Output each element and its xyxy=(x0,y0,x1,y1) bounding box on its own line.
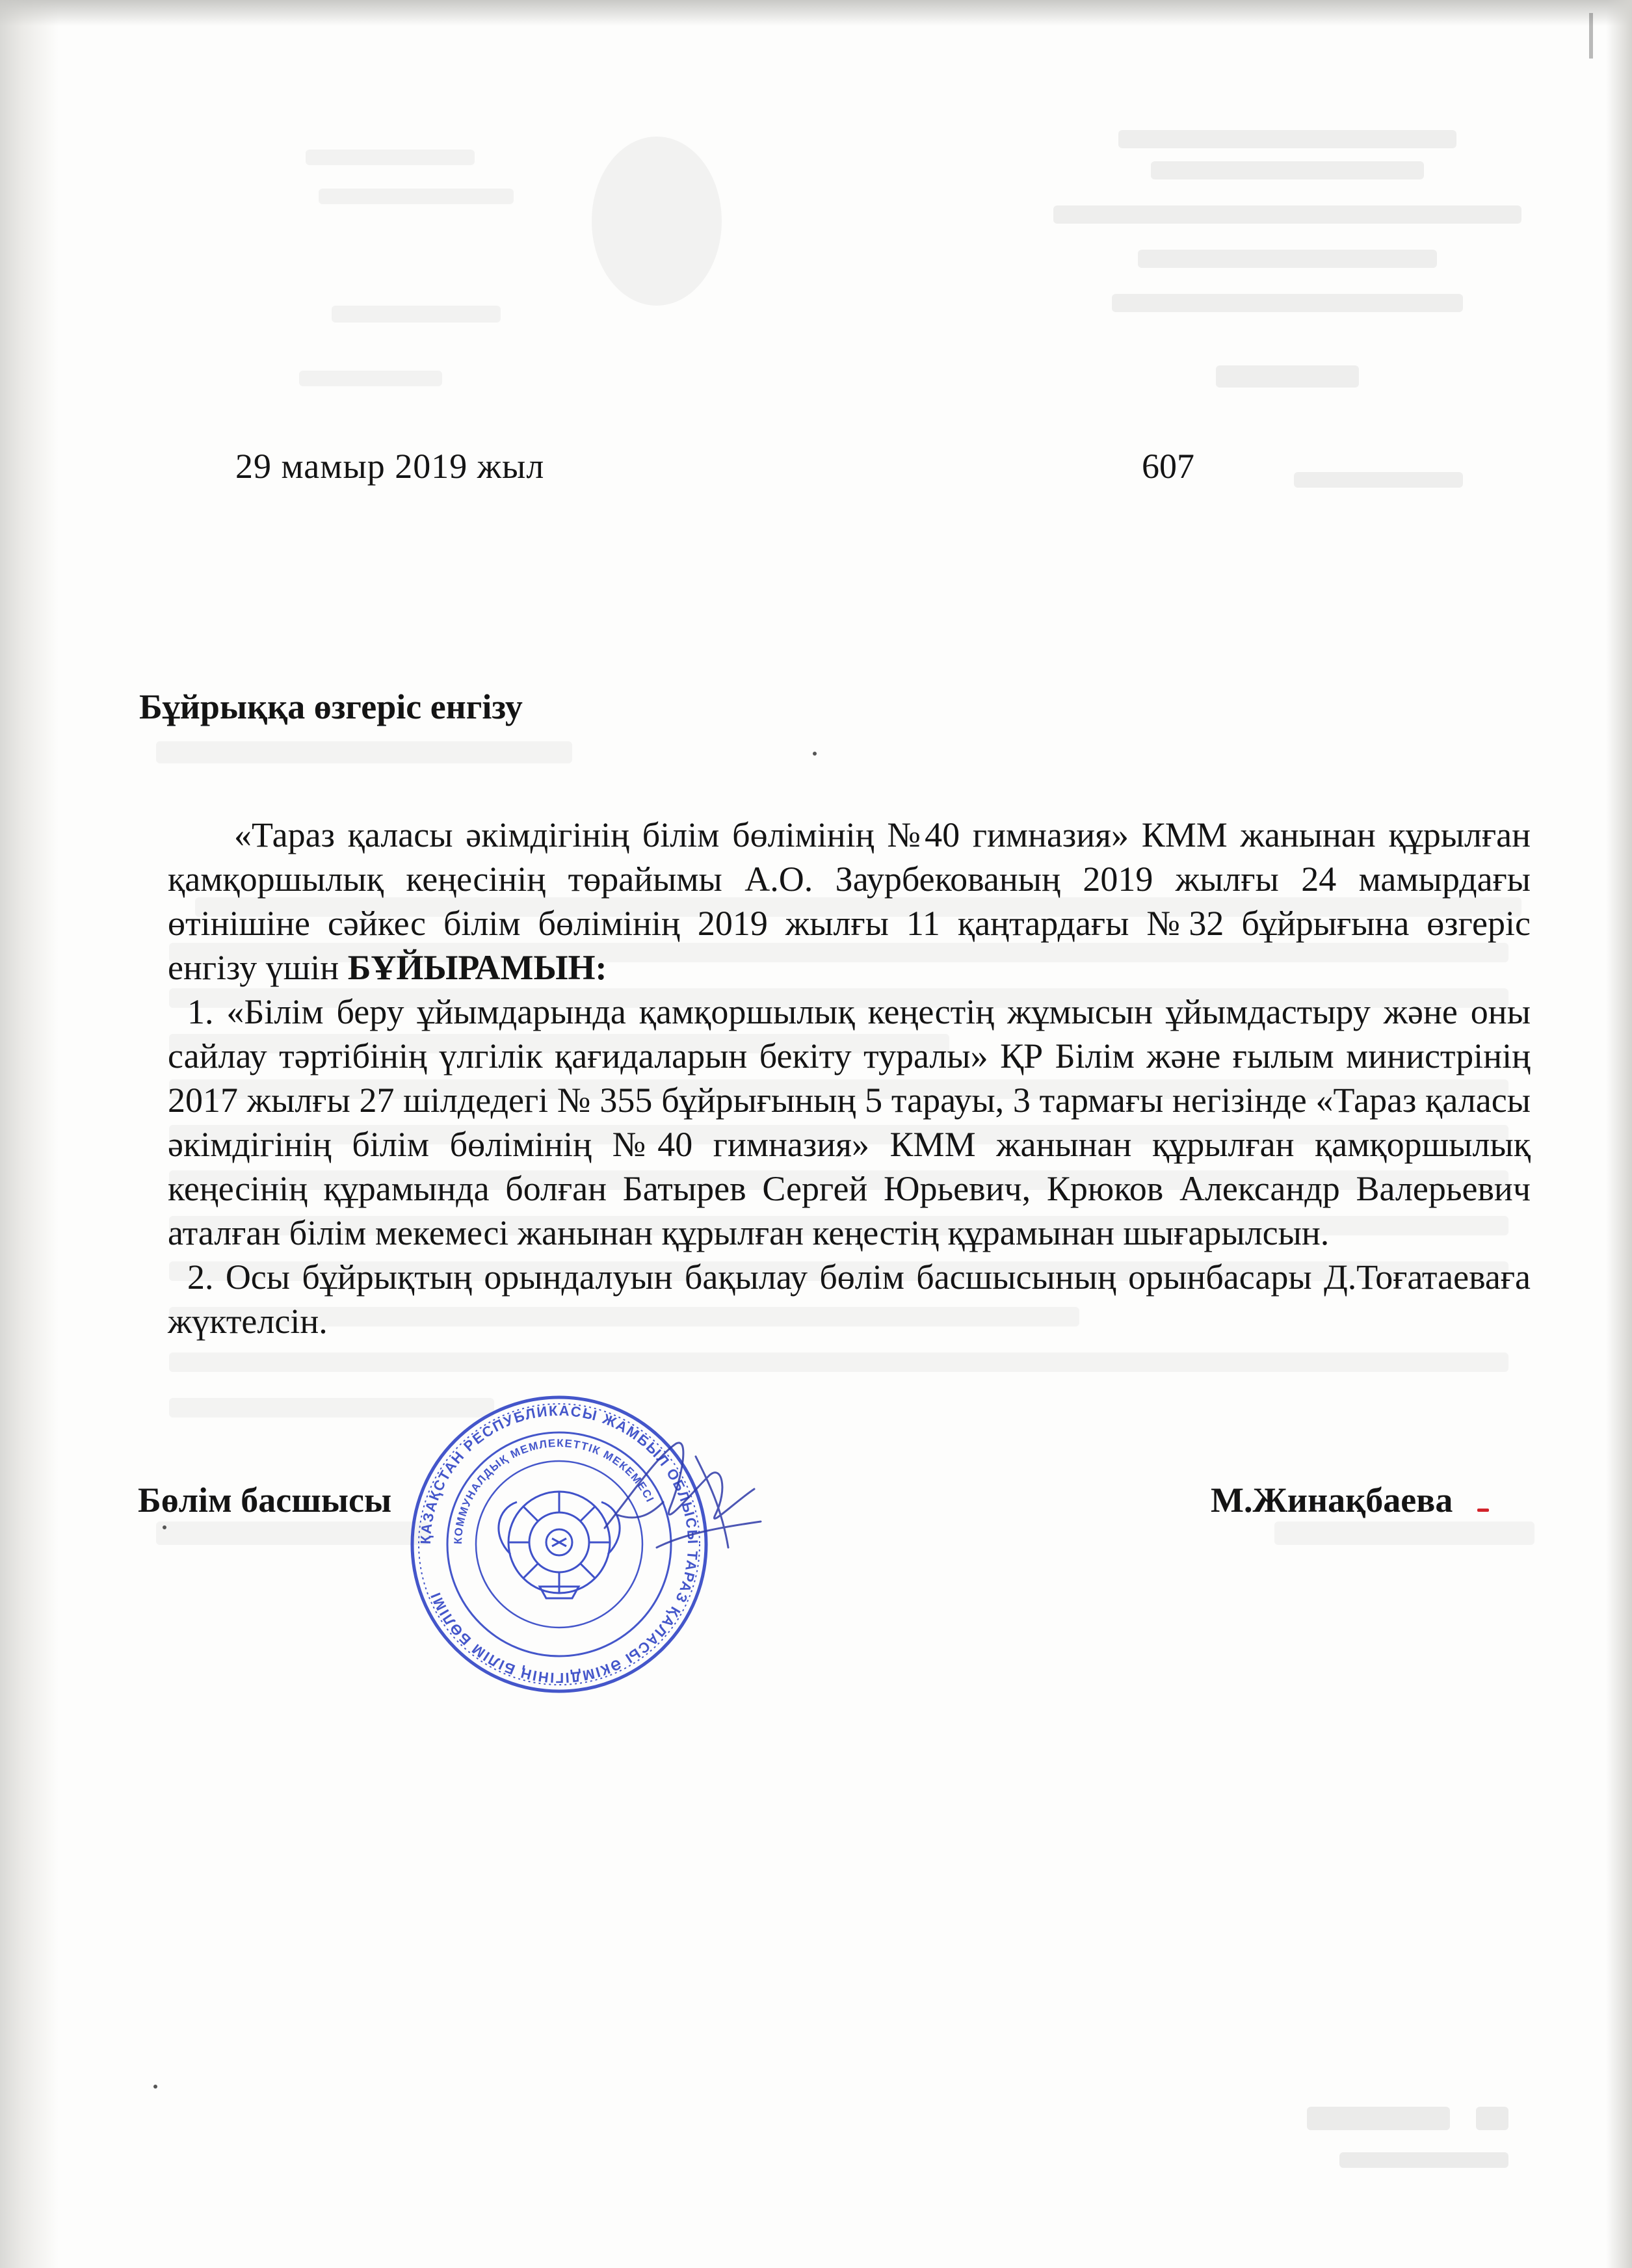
handwritten-signature xyxy=(579,1418,787,1574)
stamp-outer-text: ҚАЗАҚСТАН РЕСПУБЛИКАСЫ ЖАМБЫЛ ОБЛЫСЫ ТАРАЗ ҚАЛАСЫ ӘКІМДІГІНІҢ БІЛІМ БӨЛІМІ xyxy=(417,1402,702,1687)
document-title: Бұйрыққа өзгеріс енгізу xyxy=(139,687,523,726)
order-directive: БҰЙЫРАМЫН: xyxy=(347,948,607,987)
scan-edge-top xyxy=(0,0,1632,26)
scan-dot xyxy=(153,2085,157,2089)
intro-text: «Тараз қаласы әкімдігінің білім бөлімінің №40 гимназия» КММ жанынан құрылған қамқоршылық кеңесінің төрайымы А.О. Заурбекованың 2019 жылғы 24 мамырдағы өтінішіне сәйкес білім бөлімінің 2019 жылғы 11 қаңтардағы №32 бұйрығына өзгеріс енгізу үшін xyxy=(168,815,1531,987)
scan-dot xyxy=(163,1525,166,1529)
document-body xyxy=(168,813,1531,1343)
order-number: 607 xyxy=(1142,447,1194,486)
intro-paragraph xyxy=(168,813,1531,990)
scan-dot xyxy=(813,752,817,756)
item-number: 1. xyxy=(187,992,214,1031)
order-item-1 xyxy=(168,990,1531,1255)
stamp-inner-text: КОММУНАЛДЫҚ МЕМЛЕКЕТТІК МЕКЕМЕСІ xyxy=(451,1436,657,1545)
scan-edge-left xyxy=(0,0,59,2268)
red-pen-mark xyxy=(1477,1509,1489,1512)
item-number: 2. xyxy=(187,1258,214,1297)
scan-edge-right xyxy=(1606,0,1632,2268)
show-through-left-shapes xyxy=(280,124,774,397)
signatory-role: Бөлім басшысы xyxy=(138,1481,392,1520)
item-text: «Білім беру ұйымдарында қамқоршылық кеңестің жұмысын ұйымдастыру және оны сайлау тәртібінің үлгілік қағидаларын бекіту туралы» ҚР Білім және ғылым министрінің 2017 жылғы 27 шілдедегі № 355 бұйрығының 5 тарауы, 3 тармағы негізінде «Тараз қаласы әкімдігінің білім бөлімінің №40 гимназия» КММ жанынан құрылған қамқоршылық кеңесінің құрамында болған Батырев Сергей Юрьевич, Крюков Александр Валерьевич аталған білім мекемесі жанынан құрылған кеңестің құрамынан шығарылсын. xyxy=(168,992,1531,1252)
scan-corner-mark xyxy=(1589,13,1593,59)
show-through-footer-shapes xyxy=(1300,2094,1534,2185)
order-date: 29 мамыр 2019 жыл xyxy=(235,447,545,486)
item-text: Осы бұйрықтың орындалуын бақылау бөлім басшысының орынбасары Д.Тоғатаеваға жүктелсін. xyxy=(168,1258,1531,1341)
signatory-name: М.Жинақбаева xyxy=(1211,1481,1453,1520)
order-item-2 xyxy=(168,1255,1531,1343)
show-through-shapes xyxy=(1040,124,1534,527)
